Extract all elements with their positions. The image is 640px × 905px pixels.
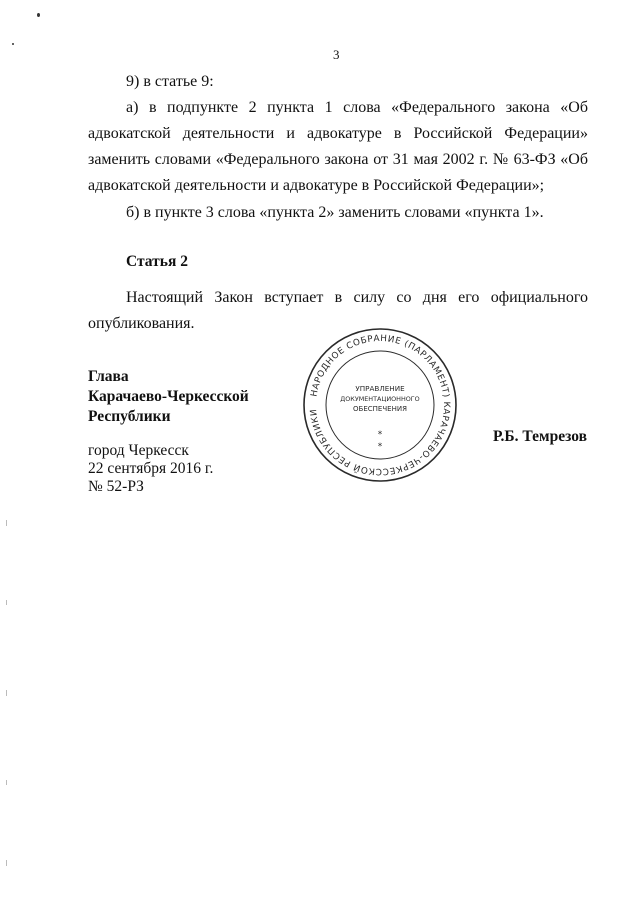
effective-date-paragraph: Настоящий Закон вступает в силу со дня его официального опубликования. xyxy=(88,289,588,332)
scan-edge-mark xyxy=(6,860,7,866)
signatory-title-line: Республики xyxy=(88,408,171,425)
place-date-block xyxy=(88,442,213,496)
seal-center-line: ОБЕСПЕЧЕНИЯ xyxy=(353,405,407,413)
scan-edge-mark xyxy=(6,600,7,605)
seal-ring-text: НАРОДНОЕ СОБРАНИЕ (ПАРЛАМЕНТ) КАРАЧАЕВО-ЧЕРКЕССКОЙ РЕСПУБЛИКИ xyxy=(309,333,452,477)
city: город Черкесск xyxy=(88,442,189,459)
amendment-subitem-b: б) в пункте 3 слова «пункта 2» заменить словами «пункта 1». xyxy=(126,204,544,221)
scan-edge-mark xyxy=(6,780,7,785)
scan-speck xyxy=(37,13,40,17)
seal-star-icon: * xyxy=(377,430,383,440)
article-heading: Статья 2 xyxy=(126,253,188,270)
official-seal xyxy=(300,325,460,485)
seal-star-icon: * xyxy=(377,442,383,452)
law-date: 22 сентября 2016 г. xyxy=(88,460,214,477)
law-number: № 52-РЗ xyxy=(88,478,144,495)
signatory-title-line: Карачаево-Черкесской xyxy=(88,388,249,405)
amendment-subitem-a: а) в подпункте 2 пункта 1 слова «Федерального закона «Об адвокатской деятельности и адвокатуре в Российской Федерации» заменить словами «Федерального закона от 31 мая 2002 г. № 63-ФЗ «Об адвокатской деятельности и адвокатуре в Российской Федерации»; xyxy=(88,99,588,194)
signatory-title xyxy=(88,367,249,427)
signer-name: Р.Б. Темрезов xyxy=(493,428,587,445)
scan-speck xyxy=(12,43,14,45)
seal-center-line: УПРАВЛЕНИЕ xyxy=(355,384,405,393)
amendment-item-9: 9) в статье 9: xyxy=(126,73,214,90)
signatory-title-line: Глава xyxy=(88,368,129,385)
scan-edge-mark xyxy=(6,520,7,526)
seal-center-line: ДОКУМЕНТАЦИОННОГО xyxy=(340,395,420,403)
scan-edge-mark xyxy=(6,690,7,696)
page-number: 3 xyxy=(333,47,340,62)
